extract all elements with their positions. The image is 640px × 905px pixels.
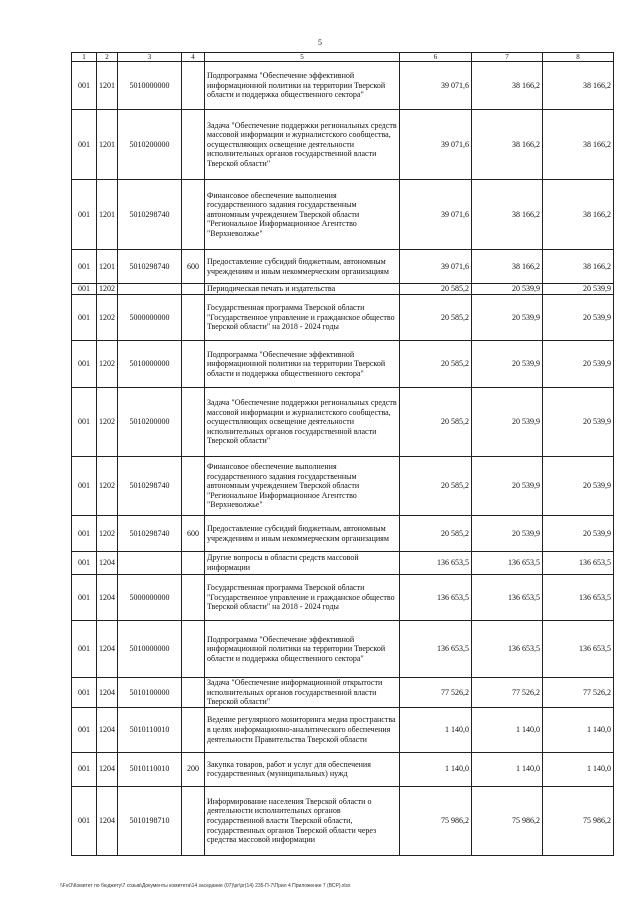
table-row: [72, 678, 614, 708]
cell-org-code: 001: [72, 786, 97, 855]
cell-amount-2023: 77 526,2: [472, 678, 543, 708]
cell-org-code: 001: [72, 707, 97, 752]
table-row: [72, 552, 614, 575]
cell-description: Подпрограмма "Обеспечение эффективной информационной политики на территории Тверской области и поддержка общественного сектора": [205, 621, 400, 678]
table-row: [72, 707, 614, 752]
cell-expense-type: 200: [182, 752, 205, 786]
cell-expense-type: [182, 552, 205, 575]
cell-section-code: 1202: [97, 388, 118, 457]
cell-target-code: 5010298740: [118, 250, 182, 284]
table-row: [72, 110, 614, 180]
cell-expense-type: [182, 341, 205, 388]
cell-expense-type: [182, 575, 205, 621]
column-header: 7: [472, 53, 543, 62]
cell-amount-2024: 20 539,9: [543, 388, 614, 457]
cell-expense-type: [182, 295, 205, 341]
cell-target-code: [118, 552, 182, 575]
cell-amount-2022: 20 585,2: [400, 516, 472, 552]
cell-amount-2023: 75 986,2: [472, 786, 543, 855]
cell-org-code: 001: [72, 341, 97, 388]
cell-expense-type: [182, 678, 205, 708]
cell-target-code: [118, 284, 182, 295]
cell-amount-2023: 38 166,2: [472, 110, 543, 180]
cell-org-code: 001: [72, 295, 97, 341]
table-row: [72, 388, 614, 457]
cell-amount-2023: 136 653,5: [472, 552, 543, 575]
cell-target-code: 5010100000: [118, 678, 182, 708]
cell-amount-2024: 77 526,2: [543, 678, 614, 708]
table-row: [72, 786, 614, 855]
column-header: 3: [118, 53, 182, 62]
cell-expense-type: [182, 110, 205, 180]
cell-description: Предоставление субсидий бюджетным, автономным учреждениям и иным некоммерческим организациям: [205, 516, 400, 552]
column-header: 8: [543, 53, 614, 62]
cell-section-code: 1201: [97, 110, 118, 180]
cell-amount-2024: 38 166,2: [543, 180, 614, 250]
cell-org-code: 001: [72, 457, 97, 516]
table-row: [72, 341, 614, 388]
cell-amount-2024: 20 539,9: [543, 341, 614, 388]
cell-target-code: 5010198710: [118, 786, 182, 855]
cell-amount-2023: 20 539,9: [472, 516, 543, 552]
cell-amount-2023: 1 140,0: [472, 752, 543, 786]
cell-section-code: 1204: [97, 786, 118, 855]
cell-amount-2024: 20 539,9: [543, 516, 614, 552]
cell-org-code: 001: [72, 284, 97, 295]
cell-target-code: 5010298740: [118, 180, 182, 250]
cell-expense-type: [182, 786, 205, 855]
cell-section-code: 1202: [97, 516, 118, 552]
cell-section-code: 1201: [97, 180, 118, 250]
cell-amount-2023: 20 539,9: [472, 457, 543, 516]
cell-description: Подпрограмма "Обеспечение эффективной информационной политики на территории Тверской области и поддержка общественного сектора": [205, 62, 400, 110]
budget-table: [71, 52, 614, 856]
cell-target-code: 5010000000: [118, 62, 182, 110]
cell-description: Закупка товаров, работ и услуг для обеспечения государственных (муниципальных) нужд: [205, 752, 400, 786]
cell-amount-2023: 136 653,5: [472, 621, 543, 678]
cell-target-code: 5010000000: [118, 621, 182, 678]
cell-section-code: 1201: [97, 250, 118, 284]
cell-target-code: 5000000000: [118, 575, 182, 621]
cell-org-code: 001: [72, 552, 97, 575]
table-row: [72, 457, 614, 516]
cell-amount-2022: 136 653,5: [400, 552, 472, 575]
cell-expense-type: [182, 707, 205, 752]
table-row: [72, 516, 614, 552]
cell-amount-2022: 39 071,6: [400, 250, 472, 284]
cell-amount-2024: 136 653,5: [543, 621, 614, 678]
cell-target-code: 5010200000: [118, 388, 182, 457]
cell-description: Другие вопросы в области средств массовой информации: [205, 552, 400, 575]
table-row: [72, 284, 614, 295]
cell-amount-2023: 38 166,2: [472, 62, 543, 110]
cell-amount-2024: 38 166,2: [543, 62, 614, 110]
cell-amount-2022: 39 071,6: [400, 62, 472, 110]
cell-expense-type: [182, 388, 205, 457]
cell-expense-type: 600: [182, 516, 205, 552]
cell-org-code: 001: [72, 62, 97, 110]
column-header: 6: [400, 53, 472, 62]
cell-amount-2024: 136 653,5: [543, 575, 614, 621]
cell-amount-2022: 1 140,0: [400, 752, 472, 786]
cell-expense-type: [182, 457, 205, 516]
cell-expense-type: 600: [182, 250, 205, 284]
cell-target-code: 5010298740: [118, 516, 182, 552]
cell-expense-type: [182, 62, 205, 110]
cell-amount-2024: 20 539,9: [543, 457, 614, 516]
cell-amount-2024: 1 140,0: [543, 707, 614, 752]
cell-section-code: 1204: [97, 552, 118, 575]
cell-amount-2022: 20 585,2: [400, 341, 472, 388]
cell-amount-2022: 136 653,5: [400, 621, 472, 678]
cell-amount-2022: 77 526,2: [400, 678, 472, 708]
cell-amount-2022: 39 071,6: [400, 180, 472, 250]
table-header-row: [72, 53, 614, 62]
cell-description: Информирование населения Тверской области о деятельности исполнительных органов государственной власти Тверской области, государственных органов Тверской области через средства массовой информации: [205, 786, 400, 855]
cell-expense-type: [182, 180, 205, 250]
cell-org-code: 001: [72, 575, 97, 621]
cell-org-code: 001: [72, 110, 97, 180]
cell-target-code: 5000000000: [118, 295, 182, 341]
cell-description: Государственная программа Тверской области "Государственное управление и гражданское общество Тверской области" на 2018 - 2024 годы: [205, 295, 400, 341]
cell-amount-2024: 20 539,9: [543, 295, 614, 341]
cell-target-code: 5010110010: [118, 752, 182, 786]
cell-amount-2022: 75 986,2: [400, 786, 472, 855]
cell-amount-2023: 38 166,2: [472, 250, 543, 284]
cell-section-code: 1202: [97, 284, 118, 295]
cell-amount-2022: 20 585,2: [400, 388, 472, 457]
cell-org-code: 001: [72, 621, 97, 678]
cell-amount-2022: 20 585,2: [400, 295, 472, 341]
cell-section-code: 1204: [97, 707, 118, 752]
column-header: 4: [182, 53, 205, 62]
column-header: 1: [72, 53, 97, 62]
cell-amount-2024: 1 140,0: [543, 752, 614, 786]
cell-target-code: 5010110010: [118, 707, 182, 752]
cell-amount-2022: 136 653,5: [400, 575, 472, 621]
cell-target-code: 5010200000: [118, 110, 182, 180]
cell-amount-2024: 20 539,9: [543, 284, 614, 295]
table-body: [72, 62, 614, 856]
table-row: [72, 575, 614, 621]
cell-amount-2022: 20 585,2: [400, 284, 472, 295]
cell-section-code: 1202: [97, 341, 118, 388]
cell-description: Задача "Обеспечение информационной открытости исполнительных органов государственной власти Тверской области": [205, 678, 400, 708]
cell-amount-2023: 38 166,2: [472, 180, 543, 250]
cell-section-code: 1204: [97, 621, 118, 678]
cell-amount-2023: 1 140,0: [472, 707, 543, 752]
column-header: 5: [205, 53, 400, 62]
cell-expense-type: [182, 284, 205, 295]
cell-section-code: 1201: [97, 62, 118, 110]
cell-amount-2023: 20 539,9: [472, 295, 543, 341]
table-row: [72, 621, 614, 678]
cell-org-code: 001: [72, 250, 97, 284]
cell-description: Финансовое обеспечение выполнения государственного задания государственным автономным учреждением Тверской области "Региональное Информационное Агентство "Верхневолжье": [205, 180, 400, 250]
cell-org-code: 001: [72, 516, 97, 552]
cell-org-code: 001: [72, 180, 97, 250]
cell-org-code: 001: [72, 388, 97, 457]
cell-section-code: 1204: [97, 575, 118, 621]
table-row: [72, 62, 614, 110]
cell-section-code: 1204: [97, 752, 118, 786]
cell-amount-2023: 20 539,9: [472, 388, 543, 457]
cell-amount-2024: 75 986,2: [543, 786, 614, 855]
cell-section-code: 1202: [97, 457, 118, 516]
cell-org-code: 001: [72, 678, 97, 708]
table-row: [72, 180, 614, 250]
cell-description: Периодическая печать и издательства: [205, 284, 400, 295]
cell-section-code: 1202: [97, 295, 118, 341]
cell-amount-2022: 39 071,6: [400, 110, 472, 180]
table-row: [72, 295, 614, 341]
cell-description: Подпрограмма "Обеспечение эффективной информационной политики на территории Тверской области и поддержка общественного сектора": [205, 341, 400, 388]
cell-expense-type: [182, 621, 205, 678]
cell-amount-2024: 38 166,2: [543, 250, 614, 284]
table-row: [72, 752, 614, 786]
cell-amount-2022: 20 585,2: [400, 457, 472, 516]
column-header: 2: [97, 53, 118, 62]
cell-amount-2024: 38 166,2: [543, 110, 614, 180]
table-row: [72, 250, 614, 284]
cell-description: Предоставление субсидий бюджетным, автономным учреждениям и иным некоммерческим организациям: [205, 250, 400, 284]
file-path-footer: \\FsO\Комитет по бюджету\7 созыв\Документы комитета\14 заседание (07)\pr\pr(14) 235-П-7\Прил 4 Приложение 7 (ВСР).xlsx: [60, 883, 351, 889]
cell-description: Ведение регулярного мониторинга медиа пространства в целях информационно-аналитического обеспечения деятельности Правительства Тверской области: [205, 707, 400, 752]
cell-description: Государственная программа Тверской области "Государственное управление и гражданское общество Тверской области" на 2018 - 2024 годы: [205, 575, 400, 621]
cell-org-code: 001: [72, 752, 97, 786]
cell-section-code: 1204: [97, 678, 118, 708]
cell-target-code: 5010000000: [118, 341, 182, 388]
cell-amount-2023: 20 539,9: [472, 284, 543, 295]
cell-amount-2022: 1 140,0: [400, 707, 472, 752]
cell-description: Задача "Обеспечение поддержки региональных средств массовой информации и журналистского сообщества, осуществляющих освещение деятельности исполнительных органов государственной власти Тверской области": [205, 110, 400, 180]
cell-amount-2024: 136 653,5: [543, 552, 614, 575]
cell-target-code: 5010298740: [118, 457, 182, 516]
cell-amount-2023: 136 653,5: [472, 575, 543, 621]
cell-description: Финансовое обеспечение выполнения государственного задания государственным автономным учреждением Тверской области "Региональное Информационное Агентство "Верхневолжье": [205, 457, 400, 516]
cell-amount-2023: 20 539,9: [472, 341, 543, 388]
cell-description: Задача "Обеспечение поддержки региональных средств массовой информации и журналистского сообщества, осуществляющих освещение деятельности исполнительных органов государственной власти Тверской области": [205, 388, 400, 457]
page-number: 5: [318, 38, 322, 47]
